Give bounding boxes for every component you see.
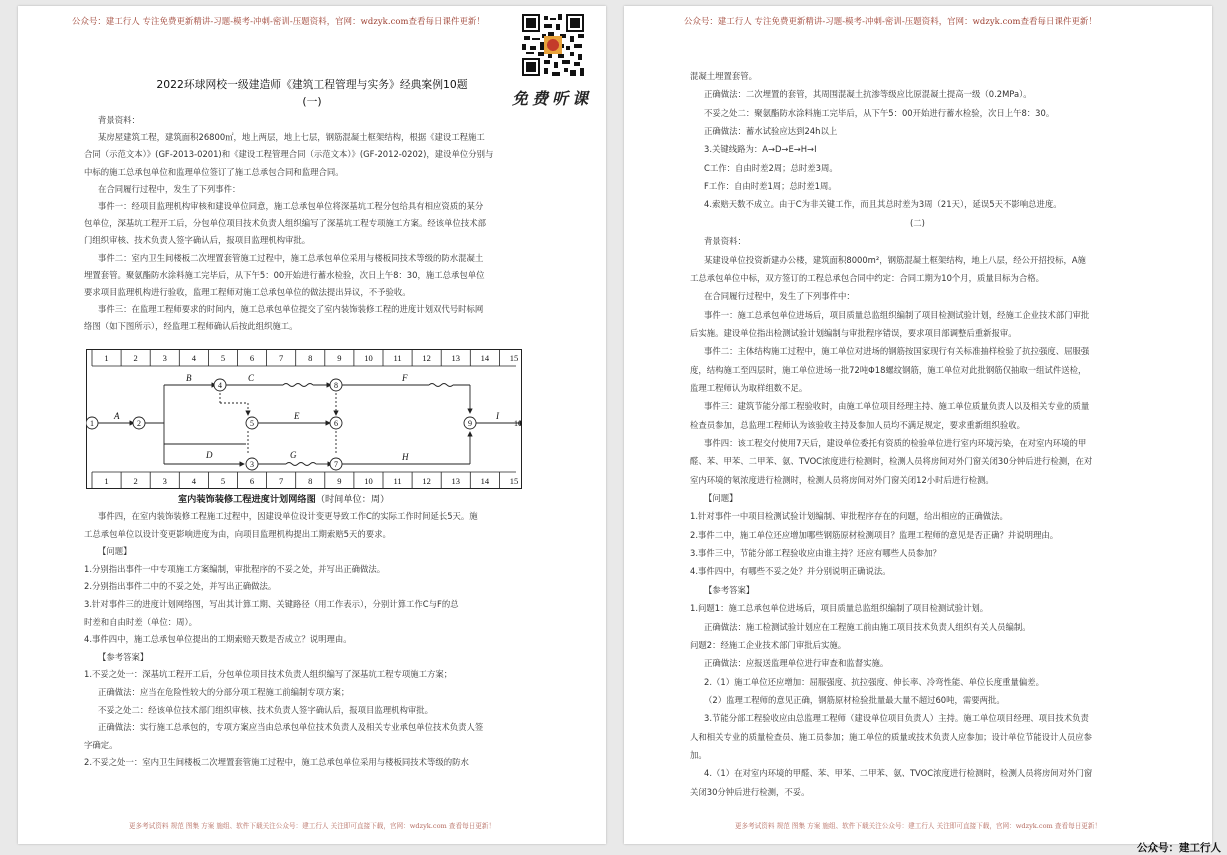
- text-line: 3.针对事件三的进度计划网络图，写出其计算工期、关键路径（用工作表示），分别计算工作C与F的总: [84, 599, 459, 609]
- network-diagram: [86, 349, 522, 489]
- week-number: 4: [191, 476, 196, 486]
- text-line: 字确定。: [84, 739, 118, 750]
- node-label: 1: [90, 419, 94, 428]
- week-number: 11: [393, 476, 402, 486]
- figure-caption: 室内装饰装修工程进度计划网络图（时间单位：周）: [178, 494, 390, 505]
- text-line: C工作：自由时差2周；总时差3周。: [704, 162, 838, 173]
- text-line: 门组织审核、技术负责人签字确认后，报项目监理机构审批。: [84, 235, 311, 246]
- activity-label: E: [294, 411, 300, 421]
- text-line: 3.事件三中，节能分部工程验收应由谁主持？还应有哪些人员参加？: [690, 548, 941, 559]
- text-line: 在合同履行过程中，发生了下列事件：: [98, 183, 241, 194]
- node-label: 4: [218, 381, 222, 390]
- activity-label: A: [114, 411, 120, 421]
- node-label: 9: [468, 419, 472, 428]
- text-line: 工总承包单位以设计变更影响进度为由，向项目监理机构提出工期索赔5天的要求。: [84, 528, 391, 539]
- text-line: 4.事件四中，施工总承包单位提出的工期索赔天数是否成立？说明理由。: [84, 634, 352, 645]
- text-line: 某建设单位投资新建办公楼，建筑面积8000m²，钢筋混凝土框架结构，地上八层，经公开招投标，A施: [704, 254, 1086, 265]
- activity-label: D: [206, 450, 213, 460]
- week-number: 15: [509, 353, 519, 363]
- corner-watermark: 公众号：建工行人: [1137, 842, 1221, 854]
- text-line: 【参考答案】: [704, 584, 755, 595]
- week-number: 13: [451, 476, 460, 486]
- text-line: 1.不妥之处一：深基坑工程开工后，分包单位项目技术负责人组织编写了深基坑工程专项施工方案；: [84, 669, 453, 680]
- text-line: 3.关键线路为：A→D→E→H→I: [704, 144, 817, 155]
- week-number: 1: [104, 353, 109, 363]
- text-line: 合同（示范文本）》(GF-2013-0201)和《建设工程管理合同（示范文本）》(GF-2012-0202)，建设单位分别与: [84, 149, 494, 160]
- right-page: [624, 6, 1212, 844]
- node-label: 7: [334, 460, 338, 469]
- text-line: 3.节能分部工程验收应由总监理工程师（建设单位项目负责人）主持。施工单位项目经理、项目技术负责: [704, 713, 1089, 724]
- text-line: 某房屋建筑工程，建筑面积26800㎡，地上两层，地上七层，钢筋混凝土框架结构，根据《建设工程施工: [98, 132, 485, 143]
- week-number: 3: [162, 353, 167, 363]
- text-line: 埋置套管。聚氨酯防水涂料施工完毕后，从下午5：00开始进行蓄水检验，次日上午8：30，施工总承包单位: [84, 269, 485, 280]
- week-number: 9: [337, 476, 342, 486]
- text-line: 事件一：经项目监理机构审核和建设单位同意，施工总承包单位将深基坑工程分包给具有相应资质的某分: [98, 201, 484, 211]
- week-number: 13: [451, 353, 460, 363]
- week-number: 12: [422, 476, 431, 486]
- text-line: 检查员参加，总监理工程师认为该验收主持及参加人员均不满足规定，要求重新组织验收。: [690, 419, 1025, 430]
- text-line: 正确做法：应报送监理单位进行审查和监督实施。: [704, 658, 889, 669]
- qr-code: [520, 12, 586, 78]
- text-line: （2）监理工程师的意见正确，钢筋原材检验批量最大量不超过60吨，需要两批。: [704, 694, 1005, 705]
- text-line: 【问题】: [704, 493, 738, 504]
- text-line: 2.事件二中，施工单位还应增加哪些钢筋原材检测项目？监理工程师的意见是否正确？并说明理由。: [690, 529, 1059, 540]
- node-label: 8: [334, 381, 338, 390]
- text-line: 事件四，在室内装饰装修工程施工过程中，因建设单位设计变更导致工作C的实际工作时间延长5天。施: [98, 511, 478, 521]
- text-line: 中标的施工总承包单位和监理单位签订了施工总承包合同和监理合同。: [84, 166, 344, 177]
- text-line: 4.（1）在对室内环境的甲醛、苯、甲苯、二甲苯、氨、TVOC浓度进行检测时，检测人员将房间对外门窗: [704, 768, 1093, 779]
- week-number: 1: [104, 476, 109, 486]
- text-line: 正确做法：蓄水试验应达到24h以上: [704, 126, 838, 137]
- week-number: 5: [220, 476, 226, 486]
- text-line: 【参考答案】: [98, 651, 149, 662]
- text-line: 混凝土埋置套管。: [690, 71, 757, 81]
- week-number: 3: [162, 476, 167, 486]
- activity-label: B: [186, 373, 192, 383]
- node-label: 2: [137, 419, 141, 428]
- text-line: 问题2：经施工企业技术部门审批后实施。: [690, 639, 847, 650]
- week-number: 15: [509, 476, 519, 486]
- week-number: 2: [133, 353, 138, 363]
- week-number: 6: [249, 353, 255, 363]
- text-line: 2.不妥之处一：室内卫生间楼板二次埋置套管施工过程中，施工总承包单位采用与楼板同技术等级的防水: [84, 757, 469, 768]
- text-line: 背景资料：: [704, 236, 746, 247]
- week-number: 6: [249, 476, 255, 486]
- activity-label: F: [402, 373, 408, 383]
- page-header: 公众号：建工行人 专注免费更新精讲-习题-模考-冲刺-密训-压题资料，官网：wdzyk.com查看每日课件更新！: [684, 16, 1097, 26]
- week-number: 4: [191, 353, 196, 363]
- week-number: 8: [308, 353, 313, 363]
- week-number: 12: [422, 353, 431, 363]
- text-line: F工作：自由时差1周；总时差1周。: [704, 181, 837, 192]
- text-line: 正确做法：施工检测试验计划应在工程施工前由施工项目技术负责人组织有关人员编制。: [704, 621, 1031, 632]
- activity-label: I: [496, 411, 499, 421]
- text-line: 2.分别指出事件二中的不妥之处，并写出正确做法。: [84, 581, 277, 592]
- text-line: 度，结构施工至四层时，施工单位进场一批72吨Φ18螺纹钢筋，施工单位对此批钢筋仅抽取一组试件送检，: [690, 364, 1087, 375]
- text-line: (二): [910, 217, 925, 228]
- week-number: 5: [220, 353, 226, 363]
- text-line: 事件三：建筑节能分部工程验收时，由施工单位项目经理主持、施工单位质量负责人以及相关专业的质量: [704, 401, 1090, 412]
- week-number: 9: [337, 353, 342, 363]
- figure-unit: （时间单位：周）: [315, 494, 390, 505]
- case-number: (一): [302, 95, 322, 108]
- text-line: 加。: [690, 749, 707, 760]
- text-line: 1.针对事件一中项目检测试验计划编制、审批程序存在的问题，给出相应的正确做法。: [690, 511, 1008, 522]
- text-line: 正确做法：应当在危险性较大的分部分项工程施工前编制专项方案；: [98, 687, 350, 697]
- text-line: 4.事件四中，有哪些不妥之处？并分别说明正确说法。: [690, 566, 891, 577]
- week-number: 11: [393, 353, 402, 363]
- document-title: 2022环球网校一级建造师《建筑工程管理与实务》经典案例10题: [156, 78, 468, 91]
- text-line: 要求项目监理机构进行验收，监理工程师对施工总承包单位的做法提出异议，不予验收。: [84, 287, 411, 297]
- page-header: 公众号：建工行人 专注免费更新精讲-习题-模考-冲刺-密训-压题资料，官网：wdzyk.com查看每日课件更新！: [72, 16, 485, 26]
- text-line: 醛、苯、甲苯、二甲苯、氨、TVOC浓度进行检测时，检测人员将房间对外门窗关闭30分钟后进行检测，在对: [690, 456, 1093, 467]
- text-line: 关闭30分钟后进行检测，不妥。: [690, 786, 810, 797]
- text-line: 1.问题1：施工总承包单位进场后，项目质量总监组织编制了项目检测试验计划。: [690, 603, 989, 614]
- node-label: 10: [514, 419, 522, 428]
- page-footer: 更多考试资料 规范 图集 方案 施组、软件下载关注公众号：建工行人 关注即可直接下载，官网：wdzyk.com 查看每日更新！: [128, 822, 496, 830]
- activity-label: H: [402, 452, 409, 462]
- text-line: 正确做法：二次埋置的套管，其周围混凝土抗渗等级应比原混凝土提高一级（0.2MPa）。: [704, 89, 1032, 100]
- text-line: 时差和自由时差（单位：周）。: [84, 616, 198, 627]
- text-line: 事件三：在监理工程师要求的时间内，施工总承包单位提交了室内装饰装修工程的进度计划双代号时标网: [98, 304, 484, 315]
- week-number: 7: [279, 353, 284, 363]
- text-line: 1.分别指出事件一中专项施工方案编制，审批程序的不妥之处，并写出正确做法。: [84, 563, 386, 574]
- week-number: 14: [480, 476, 490, 486]
- text-line: 事件一：施工总承包单位进场后，项目质量总监组织编制了项目检测试验计划，经施工企业技术部门审批: [704, 309, 1090, 320]
- week-number: 10: [364, 476, 373, 486]
- week-number: 7: [279, 476, 284, 486]
- text-line: 背景资料：: [98, 115, 140, 125]
- text-line: 不妥之处二：经该单位技术部门组织审核、技术负责人签字确认后，报项目监理机构审批。: [98, 704, 433, 715]
- text-line: 2.（1）施工单位还应增加：屈服强度、抗拉强度、伸长率、冷弯性能、单位长度重量偏差。: [704, 676, 1044, 687]
- week-number: 10: [364, 353, 373, 363]
- text-line: 在合同履行过程中，发生了下列事件中：: [704, 291, 855, 302]
- left-page: [18, 6, 606, 844]
- week-number: 2: [133, 476, 138, 486]
- text-line: 4.索赔天数不成立。由于C为非关键工作，而且其总时差为3周（21天），延误5天不影响总进度。: [704, 199, 1062, 210]
- node-label: 5: [250, 419, 254, 428]
- text-line: 室内环境的氡浓度进行检测时，检测人员将房间对外门窗关闭12小时后进行检测。: [690, 474, 994, 485]
- page-footer: 更多考试资料 规范 图集 方案 施组、软件下载关注公众号：建工行人 关注即可直接下载，官网：wdzyk.com 查看每日更新！: [734, 822, 1102, 830]
- text-line: 工总承包单位中标，双方签订的工程总承包合同中约定：合同工期为10个月，质量目标为合格。: [690, 272, 1045, 283]
- node-label: 6: [334, 419, 338, 428]
- activity-label: C: [248, 373, 255, 383]
- text-line: 监理工程师认为取样组数不足。: [690, 382, 808, 393]
- text-line: 事件二：室内卫生间楼板二次埋置套管施工过程中，施工总承包单位采用与楼板同技术等级的防水混凝土: [98, 252, 484, 263]
- text-line: 正确做法：实行施工总承包的，专项方案应当由总承包单位技术负责人及相关专业承包单位技术负责人签: [98, 722, 484, 733]
- text-line: 包单位，深基坑工程开工后，分包单位项目技术负责人组织编写了深基坑工程专项施工方案。经该单位技术部: [84, 218, 486, 229]
- activity-label: G: [290, 450, 297, 460]
- text-line: 人和相关专业的质量检查员、施工员参加；施工单位的质量或技术负责人应参加；设计单位节能设计人员应参: [690, 731, 1092, 742]
- text-line: 络图（如下图所示），经监理工程师确认后按此组织施工。: [84, 321, 298, 332]
- brand-text: 免费听课: [512, 89, 593, 108]
- text-line: 不妥之处二：聚氨酯防水涂料施工完毕后，从下午5：00开始进行蓄水检验，次日上午8：30。: [704, 107, 1055, 118]
- text-line: 【问题】: [98, 546, 132, 557]
- text-line: 事件二：主体结构施工过程中，施工单位对进场的钢筋按国家现行有关标准抽样检验了抗拉强度、屈服强: [704, 346, 1090, 357]
- node-label: 3: [250, 460, 254, 469]
- text-line: 事件四：该工程交付使用7天后，建设单位委托有资质的检验单位进行室内环境污染，在对室内环境的甲: [704, 438, 1087, 448]
- week-number: 14: [480, 353, 490, 363]
- text-line: 后实施。建设单位指出检测试验计划编制与审批程序错误，要求项目部调整后重新报审。: [690, 327, 1017, 338]
- week-number: 8: [308, 476, 313, 486]
